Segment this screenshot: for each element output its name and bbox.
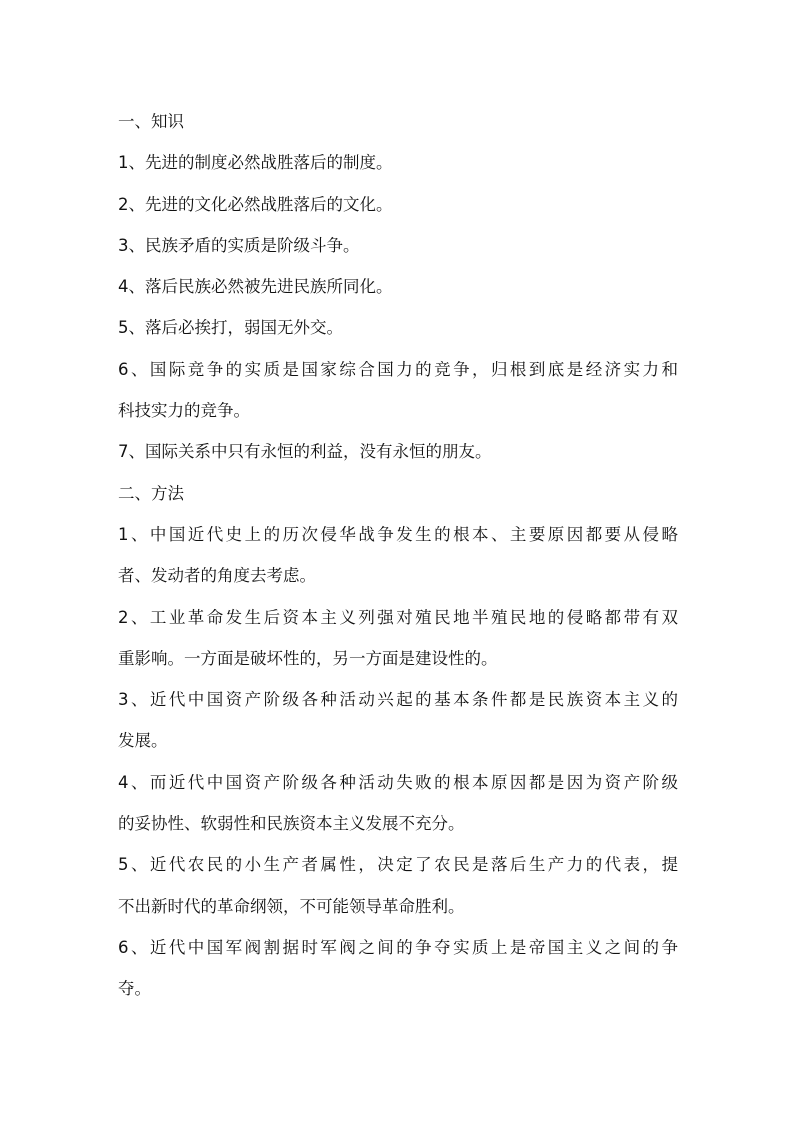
knowledge-item-2: 2、先进的文化必然战胜落后的文化。 <box>118 194 393 214</box>
method-item-3-line-1: 3、近代中国资产阶级各种活动兴起的基本条件都是民族资本主义的 <box>118 690 678 710</box>
document-body <box>118 101 678 1010</box>
knowledge-item-4: 4、落后民族必然被先进民族所同化。 <box>118 277 393 297</box>
knowledge-item-6-line-2: 科技实力的竞争。 <box>118 401 250 421</box>
knowledge-item-3: 3、民族矛盾的实质是阶级斗争。 <box>118 235 360 255</box>
method-item-5-line-2: 不出新时代的革命纲领，不可能领导革命胜利。 <box>118 896 465 916</box>
knowledge-item-1: 1、先进的制度必然战胜落后的制度。 <box>118 153 393 173</box>
method-item-6-line-1: 6、近代中国军阀割据时军阀之间的争夺实质上是帝国主义之间的争 <box>118 937 678 957</box>
knowledge-item-6-line-1: 6、国际竞争的实质是国家综合国力的竞争，归根到底是经济实力和 <box>118 359 678 379</box>
method-item-6-line-2: 夺。 <box>118 979 151 999</box>
knowledge-item-7: 7、国际关系中只有永恒的利益，没有永恒的朋友。 <box>118 442 492 462</box>
knowledge-item-5: 5、落后必挨打，弱国无外交。 <box>118 318 343 338</box>
method-item-2-line-2: 重影响。一方面是破坏性的，另一方面是建设性的。 <box>118 648 498 668</box>
method-item-2-line-1: 2、工业革命发生后资本主义列强对殖民地半殖民地的侵略都带有双 <box>118 607 678 627</box>
method-item-3-line-2: 发展。 <box>118 731 168 751</box>
section-heading-knowledge: 一、知识 <box>118 112 184 131</box>
method-item-4-line-2: 的妥协性、软弱性和民族资本主义发展不充分。 <box>118 814 465 834</box>
method-item-5-line-1: 5、近代农民的小生产者属性，决定了农民是落后生产力的代表，提 <box>118 855 678 875</box>
method-item-1-line-1: 1、中国近代史上的历次侵华战争发生的根本、主要原因都要从侵略 <box>118 524 678 544</box>
method-item-1-line-2: 者、发动者的角度去考虑。 <box>118 566 316 586</box>
method-item-4-line-1: 4、而近代中国资产阶级各种活动失败的根本原因都是因为资产阶级 <box>118 772 678 792</box>
section-heading-method: 二、方法 <box>118 483 184 503</box>
